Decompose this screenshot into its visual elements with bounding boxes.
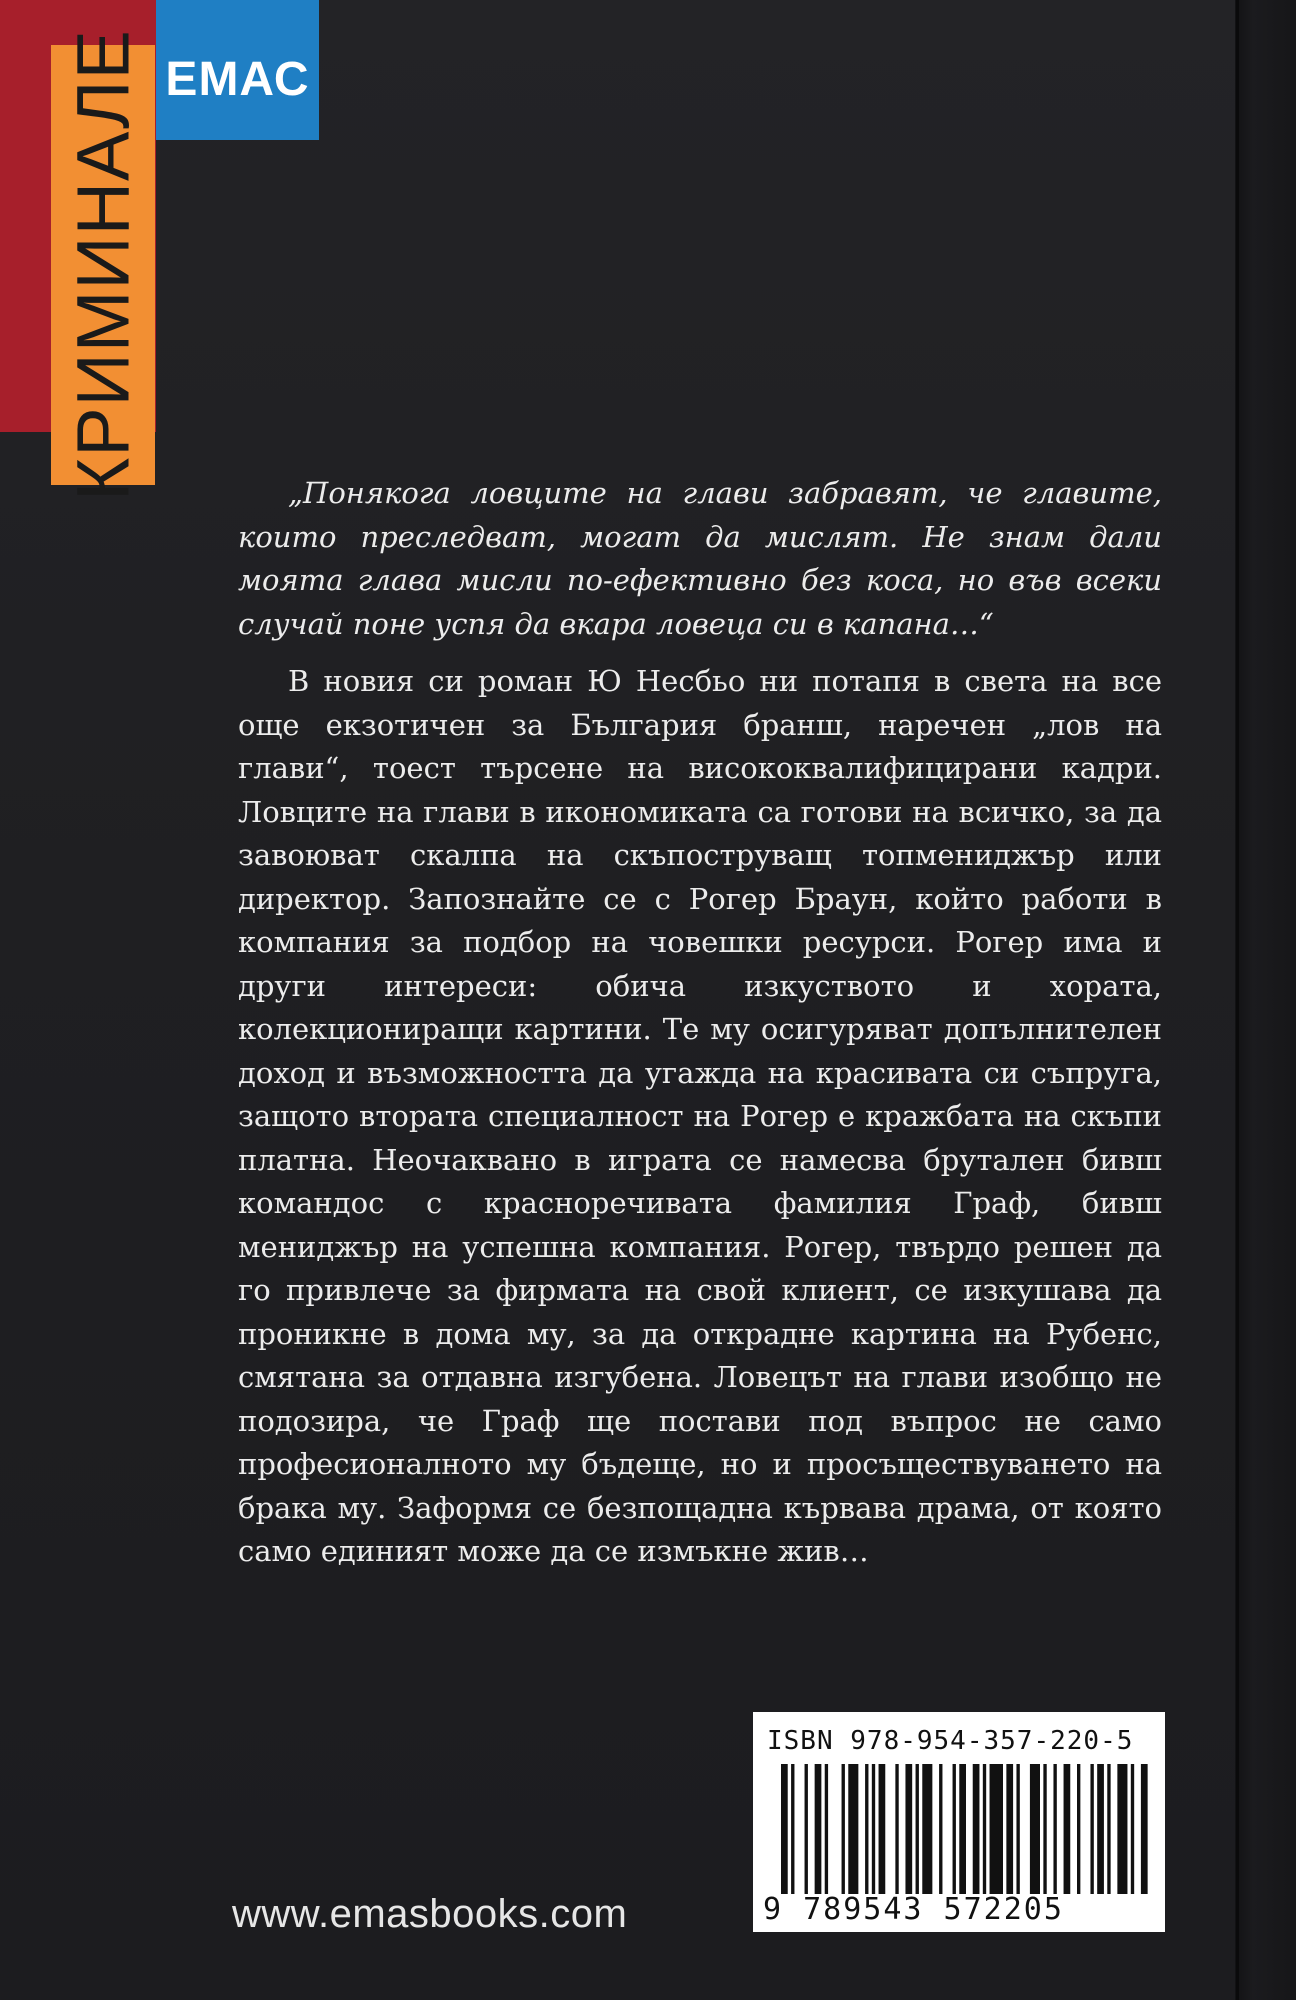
barcode-bar [815, 1764, 822, 1894]
barcode-bar [939, 1764, 942, 1894]
blurb-body: В новия си роман Ю Несбьо ни потапя в света на все още екзотичен за България бранш, наречен „лов на глави“, тоест търсене на висококвалифицирани кадри. Ловците на глави в икономиката са готови на всичко, за да завоюват скалпа на скъпоструващ топмениджър или директор. Запознайте се с Рогер Браун, който работи в компания за подбор на човешки ресурси. Рогер има и други интереси: обича изкуството и хората, колекциониращи картини. Те му осигуряват допълнителен доход и възможността да угажда на красивата си съпруга, защото втората специалност на Рогер е кражбата на скъпи платна. Неочаквано в играта се намесва брутален бивш командос с красноречивата фамилия Граф, бивш мениджър на успешна компания. Рогер, твърдо решен да го привлече за фирмата на свой клиент, се изкушава да проникне в дома му, за да открадне картина на Рубенс, смятана за отдавна изгубена. Ловецът на глави изобщо не подозира, че Граф ще постави под въпрос не само професионалното му бъдеще, но и просъществуването на брака му. Заформя се безпощадна кървава драма, от която само единият може да се измъкне жив… [238, 664, 1162, 1568]
barcode-bar [983, 1764, 986, 1894]
barcode-bar [1097, 1764, 1104, 1894]
barcode-bar [990, 1764, 1003, 1894]
spine-edge [1236, 0, 1239, 2000]
barcode-bar [895, 1764, 898, 1894]
barcode-bar [1090, 1764, 1093, 1894]
barcode-bar [781, 1764, 788, 1894]
barcode-bar [973, 1764, 980, 1894]
barcode-bar [865, 1764, 868, 1894]
barcode-bar [842, 1764, 845, 1894]
barcode-bar [1131, 1764, 1134, 1894]
isbn-label: ISBN 978-954-357-220-5 [767, 1726, 1134, 1756]
barcode-bar [848, 1764, 858, 1894]
barcode-bar [1006, 1764, 1013, 1894]
publisher-website: www.emasbooks.com [232, 1892, 628, 1936]
barcode-bar [872, 1764, 875, 1894]
barcode-bar [791, 1764, 794, 1894]
barcode-bar [916, 1764, 919, 1894]
barcode-bar [805, 1764, 808, 1894]
barcode-bar [1030, 1764, 1040, 1894]
publisher-logo: ЕМАС [165, 53, 310, 106]
barcode-bar [953, 1764, 956, 1894]
book-blurb [238, 472, 1162, 1574]
spine-shadow [1235, 0, 1296, 2000]
barcode-bar [1117, 1764, 1127, 1894]
barcode-digits: 9 789543 572205 [763, 1892, 1064, 1927]
barcode-bar [1077, 1764, 1080, 1894]
barcode-bar [879, 1764, 886, 1894]
series-label: КРИМИНАЛЕ [61, 29, 145, 501]
barcode-bar [1064, 1764, 1071, 1894]
barcode-bar [1043, 1764, 1046, 1894]
barcode-bar [825, 1764, 828, 1894]
barcode-bar [959, 1764, 966, 1894]
barcode-bar [905, 1764, 912, 1894]
barcode-bar [1141, 1764, 1148, 1894]
barcode-bar [1016, 1764, 1019, 1894]
barcode-bar [922, 1764, 932, 1894]
barcode [753, 1712, 1165, 1932]
blurb-quote: „Понякога ловците на глави забравят, че главите, които преследват, могат да мислят. Не знам дали моята глава мисли по-ефективно без коса, но във всеки случай поне успя да вкара ловеца си в капана…“ [238, 476, 1162, 641]
barcode-bar [1053, 1764, 1056, 1894]
barcode-bar [1107, 1764, 1110, 1894]
barcode-bars [781, 1764, 1151, 1894]
